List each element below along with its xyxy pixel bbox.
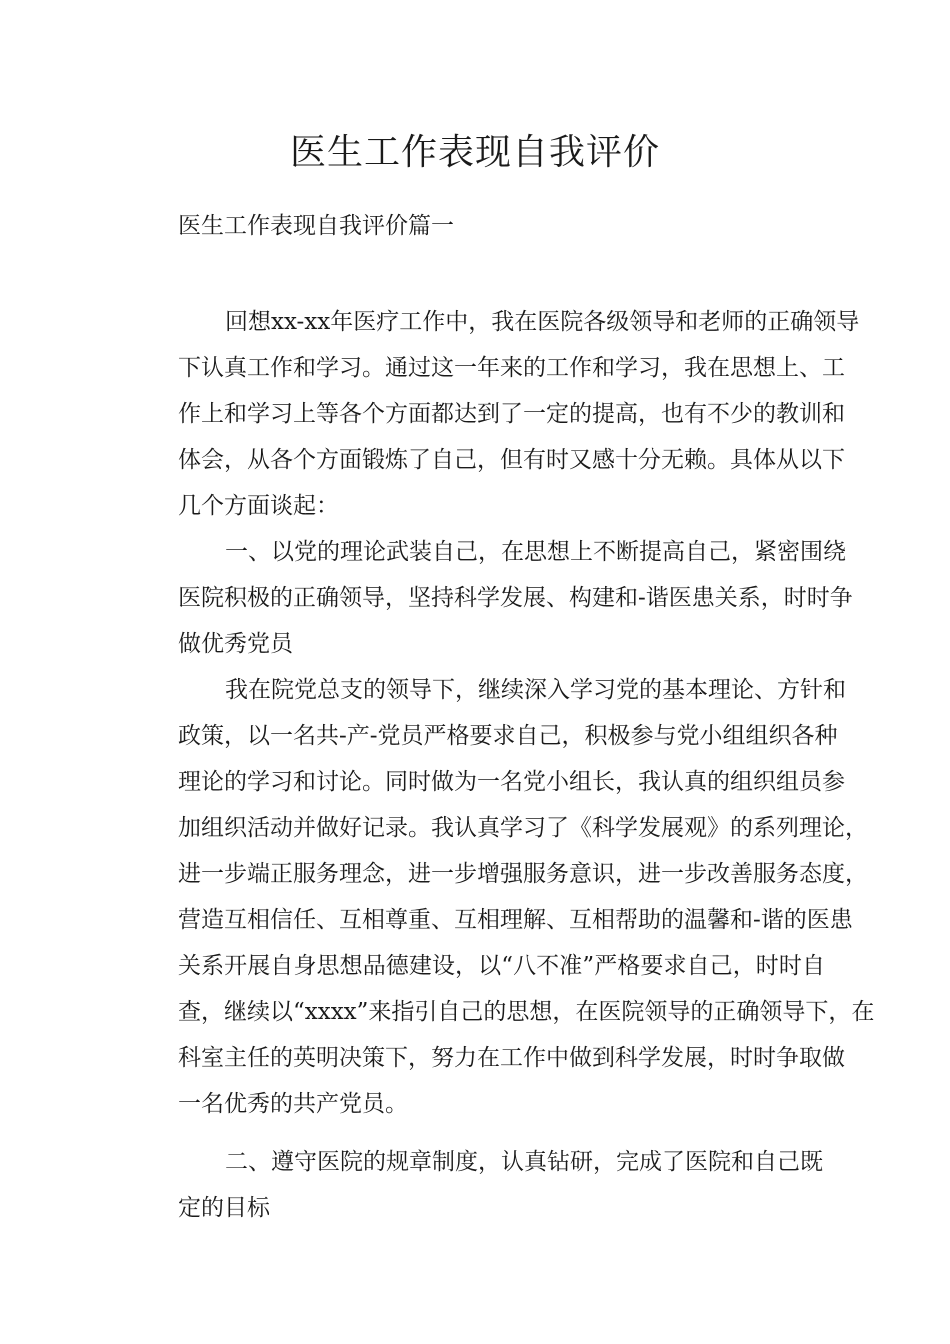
paragraph-section-one-body (131, 667, 875, 1127)
paragraph-line: 加组织活动并做好记录。我认真学习了《科学发展观》的系列理论， (178, 815, 868, 841)
paragraph-line: 几个方面谈起： (178, 493, 339, 519)
paragraph-line: 查，继续以“xxxx”来指引自己的思想，在医院领导的正确领导下，在 (178, 999, 875, 1025)
paragraph-line: 做优秀党员 (178, 631, 293, 657)
paragraph-line: 政策，以一名共-产-党员严格要求自己，积极参与党小组组织各种 (178, 723, 838, 749)
document-subtitle: 医生工作表现自我评价篇一 (178, 213, 454, 239)
paragraph-line: 理论的学习和讨论。同时做为一名党小组长，我认真的组织组员参 (178, 769, 845, 795)
paragraph-line: 定的目标 (178, 1195, 270, 1221)
paragraph-line: 进一步端正服务理念，进一步增强服务意识，进一步改善服务态度， (178, 861, 868, 887)
paragraph-section-one-heading (131, 529, 853, 667)
paragraph-line: 作上和学习上等各个方面都达到了一定的提高，也有不少的教训和 (178, 401, 845, 427)
paragraph-intro (131, 299, 860, 529)
paragraph-line: 营造互相信任、互相尊重、互相理解、互相帮助的温馨和-谐的医患 (178, 907, 853, 933)
paragraph-line: 一名优秀的共产党员。 (178, 1091, 408, 1117)
document-body (131, 299, 875, 1231)
paragraph-gap (131, 1127, 825, 1139)
paragraph-line: 二、遵守医院的规章制度，认真钻研，完成了医院和自己既 (225, 1149, 823, 1175)
paragraph-line: 科室主任的英明决策下，努力在工作中做到科学发展，时时争取做 (178, 1045, 845, 1071)
paragraph-section-two-heading (131, 1139, 825, 1231)
paragraph-line: 医院积极的正确领导，坚持科学发展、构建和-谐医患关系，时时争 (178, 585, 853, 611)
paragraph-line: 关系开展自身思想品德建设，以“八不准”严格要求自己，时时自 (178, 953, 825, 979)
paragraph-line: 下认真工作和学习。通过这一年来的工作和学习，我在思想上、工 (178, 355, 845, 381)
paragraph-line: 一、以党的理论武装自己，在思想上不断提高自己，紧密围绕 (225, 539, 846, 565)
paragraph-line: 回想xx-xx年医疗工作中，我在医院各级领导和老师的正确领导 (225, 309, 860, 335)
paragraph-line: 我在院党总支的领导下，继续深入学习党的基本理论、方针和 (225, 677, 846, 703)
paragraph-line: 体会，从各个方面锻炼了自己，但有时又感十分无赖。具体从以下 (178, 447, 845, 473)
document-title: 医生工作表现自我评价 (289, 132, 660, 173)
